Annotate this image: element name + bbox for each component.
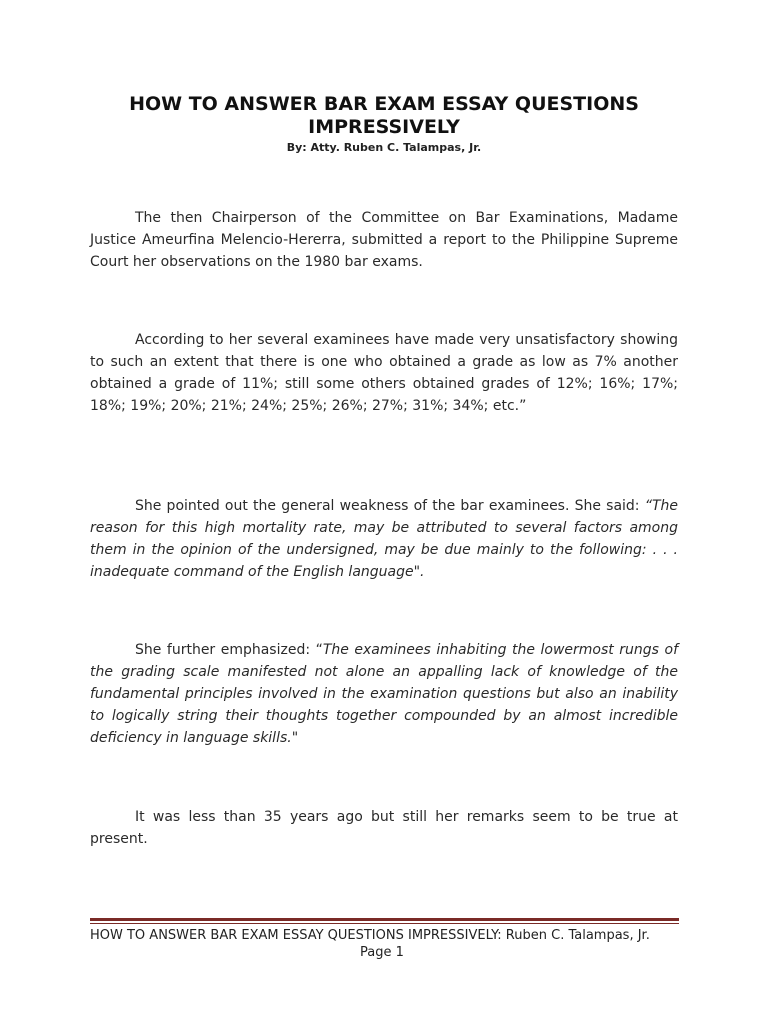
document-title: HOW TO ANSWER BAR EXAM ESSAY QUESTIONS IMPRESSIVELY (129, 93, 639, 138)
paragraph-3 (90, 495, 678, 583)
footer-rule-thick (90, 918, 679, 921)
paragraph-4 (90, 639, 678, 749)
paragraph-3-quote: “The reason for this high mortality rate, may be attributed to several factors among them in the opinion of the undersigned, may be due mainly to the following: . . . inadequate command of the English language". (90, 498, 678, 580)
paragraph-5: It was less than 35 years ago but still her remarks seem to be true at present. (90, 809, 678, 847)
paragraph-1: The then Chairperson of the Committee on Bar Examinations, Madame Justice Ameurfina Melencio-Hererra, submitted a report to the Philippine Supreme Court her observations on the 1980 bar exams. (90, 210, 678, 270)
author-byline: By: Atty. Ruben C. Talampas, Jr. (286, 141, 482, 154)
footer-running-title: HOW TO ANSWER BAR EXAM ESSAY QUESTIONS IMPRESSIVELY: Ruben C. Talampas, Jr. (90, 928, 650, 943)
paragraph-4-quote: The examinees inhabiting the lowermost rungs of the grading scale manifested not alone an appalling lack of knowledge of the fundamental principles involved in the examination questions but also an inability to logically string their thoughts together compounded by an almost incredible deficiency in language skills." (90, 642, 678, 746)
paragraph-3-lead: She pointed out the general weakness of the bar examinees. She said: (135, 498, 645, 514)
footer-rule-thin (90, 923, 679, 924)
paragraph-2: According to her several examinees have made very unsatisfactory showing to such an extent that there is one who obtained a grade as low as 7% another obtained a grade of 11%; still some others obtained grades of 12%; 16%; 17%; 18%; 19%; 20%; 21%; 24%; 25%; 26%; 27%; 31%; 34%; etc.” (90, 332, 678, 414)
paragraph-4-lead: She further emphasized: “ (135, 642, 323, 658)
footer-page-number: Page 1 (360, 945, 404, 960)
